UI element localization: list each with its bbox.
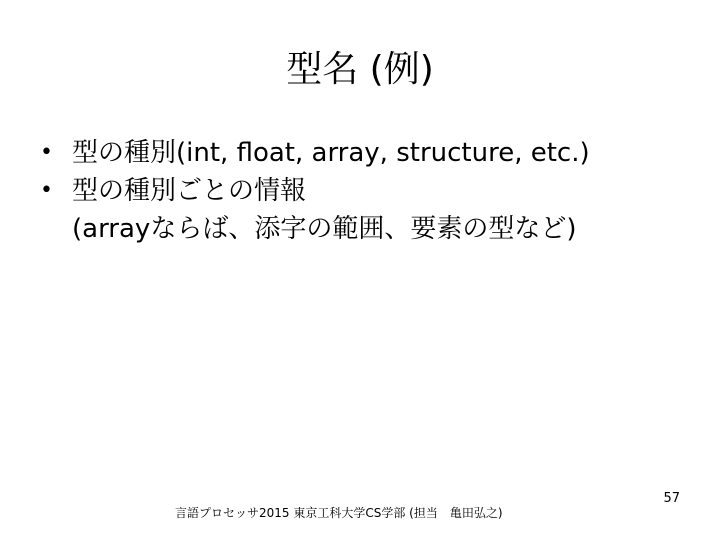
bullet-list bbox=[40, 134, 700, 248]
page-number: 57 bbox=[663, 491, 680, 506]
slide-title: 型名 (例) bbox=[286, 49, 434, 90]
bullet-marker: • bbox=[40, 140, 53, 165]
bullet-item bbox=[40, 134, 700, 172]
slide-footer: 言語プロセッサ2015 東京工科大学CS学部 (担当 亀田弘之) bbox=[175, 506, 503, 520]
bullet-text: 型の種別(int, float, array, structure, etc.) bbox=[72, 138, 590, 168]
bullet-item bbox=[40, 172, 700, 248]
bullet-marker: • bbox=[40, 178, 53, 203]
bullet-text-continuation: (arrayならば、添字の範囲、要素の型など) bbox=[72, 214, 577, 244]
bullet-text: 型の種別ごとの情報 bbox=[72, 176, 307, 206]
